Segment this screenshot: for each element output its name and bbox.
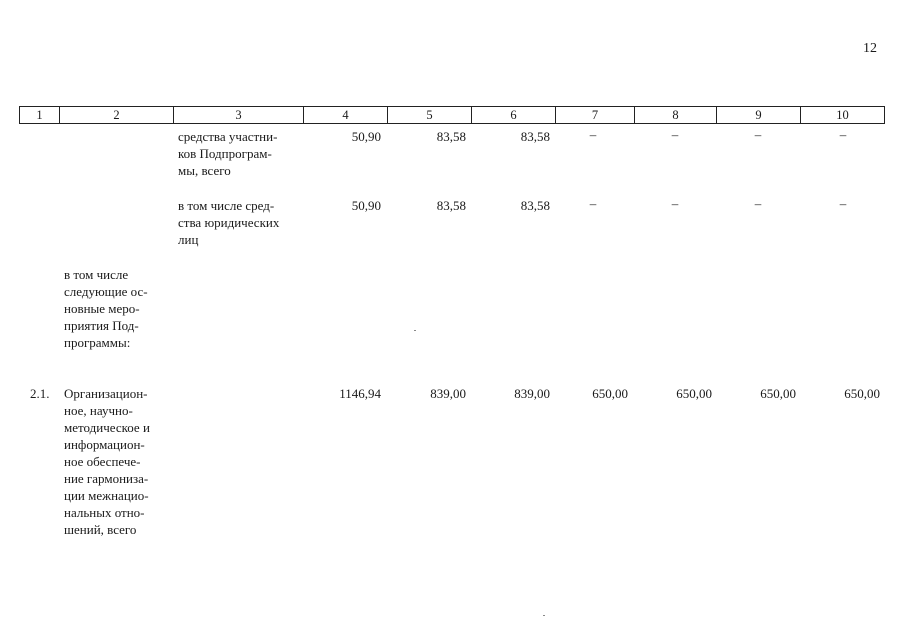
scan-speck — [543, 615, 545, 616]
item-2-1-number: 2.1. — [30, 386, 50, 401]
legal-col10: – — [839, 196, 847, 211]
item-2-1-col8: 650,00 — [676, 386, 712, 401]
scan-speck — [414, 330, 416, 331]
table-header-row — [19, 106, 885, 124]
row-participants-label: средства участни- ков Подпрограм- мы, всего — [178, 129, 278, 178]
item-2-1-col7: 650,00 — [592, 386, 628, 401]
item-2-1-col6: 839,00 — [514, 386, 550, 401]
participants-col10: – — [839, 127, 847, 142]
page-number: 12 — [863, 41, 877, 56]
header-col-6: 6 — [471, 107, 555, 123]
legal-col7: – — [589, 196, 597, 211]
legal-col5: 83,58 — [436, 198, 466, 213]
item-2-1-col10: 650,00 — [844, 386, 880, 401]
item-2-1-label: Организацион- ное, научно- методическое и информацион- ное обеспече- ние гармониза- ции межнацио- нальных отно- шений, всего — [64, 386, 150, 537]
item-2-1-col4: 1146,94 — [339, 386, 381, 401]
legal-col4: 50,90 — [351, 198, 381, 213]
participants-col9: – — [754, 127, 762, 142]
participants-col7: – — [589, 127, 597, 142]
participants-col8: – — [671, 127, 679, 142]
participants-col6: 83,58 — [520, 129, 550, 144]
item-2-1-col5: 839,00 — [430, 386, 466, 401]
item-2-1-col9: 650,00 — [760, 386, 796, 401]
row-legal-entities-label: в том числе сред- ства юридических лиц — [178, 198, 280, 247]
participants-col4: 50,90 — [351, 129, 381, 144]
legal-col8: – — [671, 196, 679, 211]
header-col-5: 5 — [387, 107, 471, 123]
participants-col5: 83,58 — [436, 129, 466, 144]
legal-col9: – — [754, 196, 762, 211]
header-col-4: 4 — [303, 107, 387, 123]
header-col-8: 8 — [634, 107, 716, 123]
header-col-2: 2 — [59, 107, 173, 123]
header-col-1: 1 — [36, 108, 43, 122]
header-col-9: 9 — [716, 107, 800, 123]
row-including-main-label: в том числе следующие ос- новные меро- приятия Под- программы: — [64, 267, 148, 350]
header-col-3: 3 — [173, 107, 303, 123]
header-col-10: 10 — [800, 107, 884, 123]
legal-col6: 83,58 — [520, 198, 550, 213]
header-col-7: 7 — [555, 107, 634, 123]
